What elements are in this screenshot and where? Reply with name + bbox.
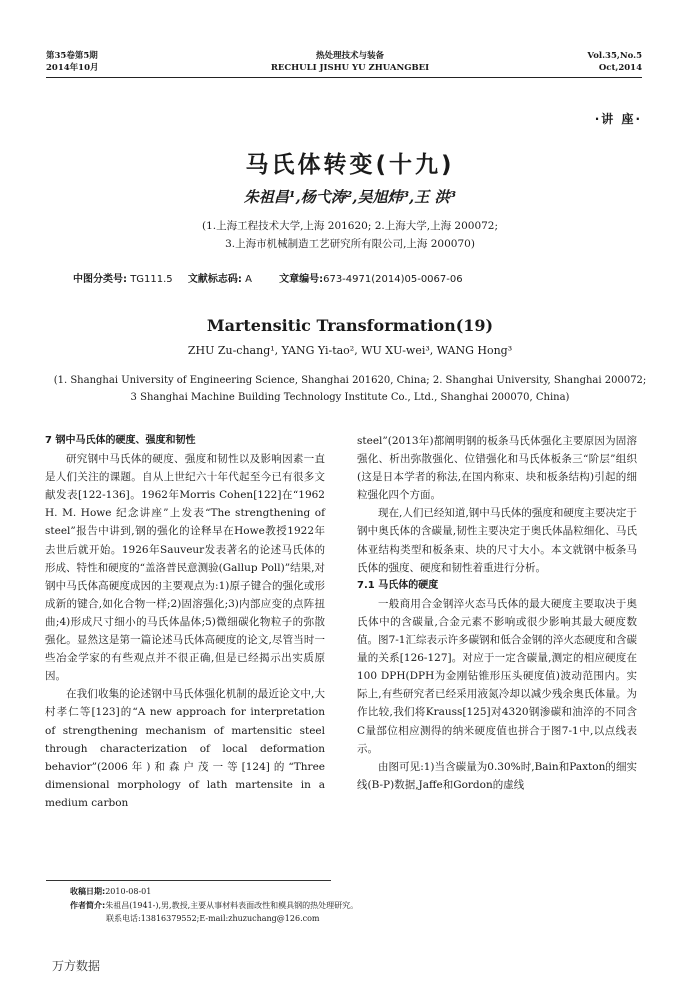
subsection-heading: 7.1 马氏体的硬度	[357, 579, 439, 591]
article-number-label: 文章编号:	[279, 274, 324, 285]
article-title-cn: 马氏体转变(十九)	[245, 152, 455, 178]
header-volume-info-en	[587, 50, 642, 74]
footnotes	[70, 885, 358, 926]
affiliation-cn-line: (1.上海工程技术大学,上海 201620; 2.上海大学,上海 200072;	[201, 220, 499, 232]
bio-label: 作者简介:	[70, 900, 106, 910]
affiliation-en-line: (1. Shanghai University of Engineering Science, Shanghai 201620, China; 2. Shanghai University, Shanghai 200072;	[53, 375, 647, 386]
header-rule	[46, 77, 642, 78]
body-paragraph: 由图可见:1)当含碳量为0.30%时,Bain和Paxton的细实线(B-P)数据,Jaffe和Gordon的虚线	[357, 760, 637, 791]
header-date-en: Oct,2014	[598, 63, 642, 73]
bio-value: 朱祖昌(1941-),男,教授,主要从事材料表面改性和模具钢的热处理研究。	[105, 900, 359, 910]
article-number-value: 673-4971(2014)05-0067-06	[323, 274, 463, 285]
received-label: 收稿日期:	[70, 887, 106, 896]
header-date: 2014年10月	[46, 63, 99, 73]
header-volume-en: Vol.35,No.5	[587, 51, 642, 61]
body-column-right	[357, 432, 637, 794]
body-paragraph: 现在,人们已经知道,钢中马氏体的强度和硬度主要决定于钢中奥氏体的含碳量,韧性主要决定于奥氏体晶粒细化、马氏体亚结构类型和板条束、块的尺寸大小。本文就钢中板条马氏体的强度、硬度和韧性着重进行分析。	[357, 507, 637, 574]
received-date	[70, 885, 358, 899]
clc-value: TG111.5	[130, 274, 173, 285]
section-tag: ·讲 座·	[594, 112, 642, 126]
body-paragraph: 研究钢中马氏体的硬度、强度和韧性以及影响因素一直是人们关注的课题。自从上世纪六十年代起至今已有很多文献发表[122-136]。1962年Morris Cohen[122]在“1962 H. M. Howe 纪念讲座”上发表“The strengthening of steel”报告中讲到,钢的强化的诠释早在Howe教授1922年去世后就开始。1926年Sauveur发表著名的论述马氏体的形成、特性和硬度的“盖洛普民意测验(Gallup Poll)”结果,对钢中马氏体高硬度成因的主要观点为:1)原子键合的强化或形成新的键合,如化合物一样;2)固溶强化;3)内部应变的点阵扭曲;4)形成尺寸细小的马氏体晶体;5)微细碳化物粒子的弥散强化。显然这是第一篇论述马氏体高硬度的论文,尽管当时一些冶金学家的有些观点并不很正确,但是已经揭示出实质原因。	[45, 453, 325, 683]
header-journal-pinyin: RECHULI JISHU YU ZHUANGBEI	[270, 63, 430, 73]
article-title-en: Martensitic Transformation(19)	[206, 316, 494, 335]
body-paragraph: 在我们收集的论述钢中马氏体强化机制的最近论文中,大村孝仁等[123]的“A new approach for interpretation of strengthening mechanism of martensitic steel through characterization of local deformation behavior”(2006年)和森户茂一等[124]的“Three dimensional morphology of lath martensite in a medium carbon	[45, 688, 325, 809]
doc-code-label: 文献标志码:	[187, 274, 242, 285]
affiliation-cn-line: 3.上海市机械制造工艺研究所有限公司,上海 200070)	[225, 238, 475, 250]
body-column-left	[45, 432, 325, 812]
clc-label: 中图分类号:	[73, 274, 127, 285]
received-value: 2010-08-01	[105, 887, 152, 896]
doc-code-value: A	[245, 274, 252, 285]
body-paragraph: 一般商用合金钢淬火态马氏体的最大硬度主要取决于奥氏体中的含碳量,合金元素不影响或很少影响其最大硬度数值。图7-1汇综表示许多碳钢和低合金钢的淬火态硬度和含碳量的关系[126-127]。对应于一定含碳量,测定的相应硬度在100 DPH(DPH为金刚钻锥形压头硬度值)波动范围内。实际上,有些研究者已经采用液氮冷却以减少残余奥氏体量。为作比较,我们将Krauss[125]对4320钢渗碳和油淬的不同含C量部位相应测得的纳米硬度值也拼合于图7-1中,以点线表示。	[357, 597, 637, 755]
authors-cn: 朱祖昌¹,杨弋涛²,吴旭炜³,王 洪³	[243, 188, 457, 206]
watermark: 万方数据	[52, 959, 101, 973]
section-heading: 7 钢中马氏体的硬度、强度和韧性	[45, 435, 196, 446]
body-paragraph: steel”(2013年)都阐明钢的板条马氏体强化主要原因为固溶强化、析出弥散强化、位错强化和马氏体板条三“阶层”组织(这是日本学者的称法,在国内称束、块和板条结构)引起的细粒强化四个方面。	[357, 435, 637, 502]
affiliation-en-line: 3 Shanghai Machine Building Technology Institute Co., Ltd., Shanghai 200070, China)	[130, 392, 570, 403]
header-volume: 第35卷第5期	[46, 51, 98, 61]
author-bio	[70, 899, 358, 913]
footnote-rule	[46, 880, 331, 881]
header-journal-cn: 热处理技术与装备	[315, 51, 384, 61]
author-contact: 联系电话:13816379552;E-mail:zhuzuchang@126.com	[106, 914, 320, 923]
authors-en: ZHU Zu-chang¹, YANG Yi-tao², WU XU-wei³, WANG Hong³	[187, 344, 513, 357]
classification-row	[73, 270, 463, 285]
